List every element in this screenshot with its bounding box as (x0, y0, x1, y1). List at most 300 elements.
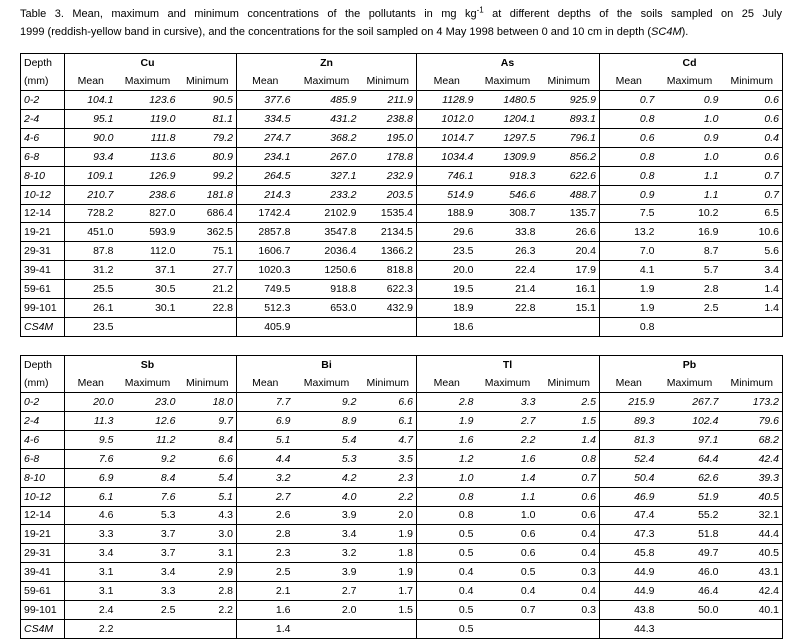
cs4m-value: 0.5 (417, 620, 477, 639)
element-header-row (21, 356, 783, 374)
value-cell: 4.0 (294, 487, 360, 506)
value-cell: 3.7 (117, 544, 179, 563)
empty-cell (658, 318, 722, 337)
value-cell: 9.2 (294, 392, 360, 411)
value-cell: 22.4 (477, 261, 539, 280)
table-row (21, 147, 783, 166)
value-cell: 195.0 (360, 128, 417, 147)
cs4m-row (21, 620, 783, 639)
value-cell: 6.5 (722, 204, 783, 223)
value-cell: 2.7 (477, 411, 539, 430)
value-cell: 432.9 (360, 299, 417, 318)
value-cell: 10.2 (658, 204, 722, 223)
value-cell: 653.0 (294, 299, 360, 318)
header-spacer (722, 54, 783, 72)
value-cell: 2.3 (360, 468, 417, 487)
value-cell: 622.3 (360, 280, 417, 299)
value-cell: 6.9 (65, 468, 117, 487)
value-cell: 81.1 (179, 109, 237, 128)
value-cell: 111.8 (117, 128, 179, 147)
value-cell: 4.4 (237, 449, 294, 468)
header-spacer (600, 356, 658, 374)
table-row (21, 544, 783, 563)
value-cell: 1.6 (477, 449, 539, 468)
cs4m-row (21, 318, 783, 337)
caption-line-1: Table 3. Mean, maximum and minimum concentrations of the pollutants in mg $kg^{-1}$ at different depths of the soils sampled on 25 July (20, 5, 782, 20)
value-cell: 4.1 (600, 261, 658, 280)
depth-cell: 29-31 (21, 242, 65, 261)
value-cell: 119.0 (117, 109, 179, 128)
value-cell: 0.7 (722, 166, 783, 185)
depth-unit: (mm) (21, 374, 65, 392)
value-cell: 42.4 (722, 449, 783, 468)
value-cell: 2.7 (294, 582, 360, 601)
depth-cell: 10-12 (21, 185, 65, 204)
table-row (21, 223, 783, 242)
value-cell: 3.0 (179, 525, 237, 544)
minimum-header: Minimum (722, 374, 783, 392)
value-cell: 27.7 (179, 261, 237, 280)
value-cell: 8.7 (658, 242, 722, 261)
value-cell: 2.1 (237, 582, 294, 601)
value-cell: 0.9 (600, 185, 658, 204)
element-name: Bi (294, 356, 360, 374)
unit-superscript: -1 (476, 5, 484, 15)
table-row (21, 109, 783, 128)
empty-cell (539, 318, 600, 337)
cs4m-value: 2.2 (65, 620, 117, 639)
maximum-header: Maximum (303, 376, 350, 389)
value-cell: 50.4 (600, 468, 658, 487)
header-spacer (600, 54, 658, 72)
value-cell: 55.2 (658, 506, 722, 525)
value-cell: 1014.7 (417, 128, 477, 147)
depth-cell: 6-8 (21, 147, 65, 166)
value-cell: 0.7 (600, 90, 658, 109)
value-cell: 818.8 (360, 261, 417, 280)
value-cell: 5.1 (179, 487, 237, 506)
value-cell: 79.6 (722, 411, 783, 430)
value-cell: 3.2 (294, 544, 360, 563)
table-row (21, 204, 783, 223)
value-cell: 215.9 (600, 392, 658, 411)
minimum-header: Minimum (547, 376, 591, 389)
table-row (21, 506, 783, 525)
value-cell: 178.8 (360, 147, 417, 166)
value-cell: 20.0 (65, 392, 117, 411)
value-cell: 3.1 (65, 563, 117, 582)
value-cell: 90.5 (179, 90, 237, 109)
minimum-header: Minimum (185, 74, 229, 87)
depth-cell: 39-41 (21, 261, 65, 280)
value-cell: 593.9 (117, 223, 179, 242)
value-cell: 7.5 (600, 204, 658, 223)
element-header-row (21, 54, 783, 72)
value-cell: 3.3 (65, 525, 117, 544)
empty-cell (722, 620, 783, 639)
value-cell: 0.7 (539, 468, 600, 487)
depth-cell: 8-10 (21, 468, 65, 487)
value-cell: 87.8 (65, 242, 117, 261)
table-row (21, 449, 783, 468)
value-cell: 327.1 (294, 166, 360, 185)
element-name: Cd (658, 54, 722, 72)
value-cell: 2.9 (179, 563, 237, 582)
value-cell: 46.9 (600, 487, 658, 506)
value-cell: 50.0 (658, 601, 722, 620)
empty-cell (722, 318, 783, 337)
empty-cell (117, 318, 179, 337)
element-name: As (477, 54, 539, 72)
value-cell: 64.4 (658, 449, 722, 468)
value-cell: 31.2 (65, 261, 117, 280)
depth-header: Depth (21, 54, 65, 72)
value-cell: 8.4 (117, 468, 179, 487)
value-cell: 1.1 (658, 166, 722, 185)
value-cell: 0.9 (658, 90, 722, 109)
value-cell: 3.9 (294, 506, 360, 525)
value-cell: 925.9 (539, 90, 600, 109)
depth-cell: 2-4 (21, 109, 65, 128)
empty-cell (539, 620, 600, 639)
maximum-header: Maximum (484, 74, 531, 87)
value-cell: 0.5 (477, 563, 539, 582)
value-cell: 188.9 (417, 204, 477, 223)
value-cell: 3547.8 (294, 223, 360, 242)
value-cell: 214.3 (237, 185, 294, 204)
value-cell: 15.1 (539, 299, 600, 318)
value-cell: 2.8 (417, 392, 477, 411)
value-cell: 2.8 (658, 280, 722, 299)
value-cell: 75.1 (179, 242, 237, 261)
minimum-header: Minimum (722, 72, 783, 90)
value-cell: 11.3 (65, 411, 117, 430)
value-cell: 1.8 (360, 544, 417, 563)
mean-header: Mean (237, 374, 294, 392)
value-cell: 45.8 (600, 544, 658, 563)
value-cell: 113.6 (117, 147, 179, 166)
table-row (21, 601, 783, 620)
depth-cell: 19-21 (21, 223, 65, 242)
value-cell: 918.8 (294, 280, 360, 299)
depth-cell: 99-101 (21, 601, 65, 620)
value-cell: 135.7 (539, 204, 600, 223)
header-spacer (65, 54, 117, 72)
value-cell: 0.9 (658, 128, 722, 147)
value-cell: 1.5 (360, 601, 417, 620)
value-cell: 1309.9 (477, 147, 539, 166)
mean-header: Mean (65, 374, 117, 392)
value-cell: 1.9 (360, 525, 417, 544)
value-cell: 514.9 (417, 185, 477, 204)
value-cell: 233.2 (294, 185, 360, 204)
value-cell: 0.4 (417, 563, 477, 582)
mean-header: Mean (237, 72, 294, 90)
value-cell: 308.7 (477, 204, 539, 223)
value-cell: 1034.4 (417, 147, 477, 166)
value-cell: 126.9 (117, 166, 179, 185)
value-cell: 4.7 (360, 430, 417, 449)
value-cell: 1.2 (417, 449, 477, 468)
value-cell: 104.1 (65, 90, 117, 109)
empty-cell (658, 620, 722, 639)
value-cell: 1.5 (539, 411, 600, 430)
value-cell: 43.1 (722, 563, 783, 582)
value-cell: 3.4 (65, 544, 117, 563)
value-cell: 5.7 (658, 261, 722, 280)
maximum-header: Maximum (303, 74, 350, 87)
value-cell: 26.6 (539, 223, 600, 242)
value-cell: 1480.5 (477, 90, 539, 109)
value-cell: 4.3 (179, 506, 237, 525)
value-cell: 0.6 (477, 525, 539, 544)
header-spacer (360, 54, 417, 72)
value-cell: 893.1 (539, 109, 600, 128)
depth-cell: 8-10 (21, 166, 65, 185)
value-cell: 21.2 (179, 280, 237, 299)
empty-cell (294, 318, 360, 337)
value-cell: 37.1 (117, 261, 179, 280)
depth-cell: 39-41 (21, 563, 65, 582)
value-cell: 267.7 (658, 392, 722, 411)
table-row (21, 242, 783, 261)
value-cell: 3.3 (477, 392, 539, 411)
value-cell: 686.4 (179, 204, 237, 223)
value-cell: 1.6 (417, 430, 477, 449)
value-cell: 40.1 (722, 601, 783, 620)
header-spacer (179, 356, 237, 374)
value-cell: 746.1 (417, 166, 477, 185)
value-cell: 0.7 (477, 601, 539, 620)
value-cell: 1204.1 (477, 109, 539, 128)
table-caption (20, 5, 782, 41)
value-cell: 0.3 (539, 563, 600, 582)
depth-cell: 4-6 (21, 430, 65, 449)
table-row (21, 525, 783, 544)
value-cell: 0.8 (417, 506, 477, 525)
value-cell: 1.1 (658, 185, 722, 204)
header-spacer (237, 356, 294, 374)
gap-cell (21, 337, 783, 356)
value-cell: 3.1 (179, 544, 237, 563)
value-cell: 39.3 (722, 468, 783, 487)
table-row (21, 166, 783, 185)
value-cell: 2.2 (477, 430, 539, 449)
empty-cell (179, 620, 237, 639)
value-cell: 1.4 (722, 280, 783, 299)
value-cell: 19.5 (417, 280, 477, 299)
header-spacer (360, 356, 417, 374)
value-cell: 9.2 (117, 449, 179, 468)
table-row (21, 392, 783, 411)
depth-cell: 99-101 (21, 299, 65, 318)
value-cell: 0.4 (539, 544, 600, 563)
value-cell: 30.5 (117, 280, 179, 299)
table-row (21, 261, 783, 280)
value-cell: 1.1 (477, 487, 539, 506)
depth-cell: 29-31 (21, 544, 65, 563)
empty-cell (117, 620, 179, 639)
value-cell: 267.0 (294, 147, 360, 166)
value-cell: 368.2 (294, 128, 360, 147)
value-cell: 1.9 (417, 411, 477, 430)
value-cell: 622.6 (539, 166, 600, 185)
value-cell: 20.0 (417, 261, 477, 280)
value-cell: 0.3 (539, 601, 600, 620)
value-cell: 21.4 (477, 280, 539, 299)
value-cell: 232.9 (360, 166, 417, 185)
minimum-header: Minimum (547, 74, 591, 87)
value-cell: 51.8 (658, 525, 722, 544)
value-cell: 2857.8 (237, 223, 294, 242)
empty-cell (294, 620, 360, 639)
value-cell: 6.1 (65, 487, 117, 506)
value-cell: 210.7 (65, 185, 117, 204)
maximum-header: Maximum (666, 376, 713, 389)
header-spacer (179, 54, 237, 72)
value-cell: 2036.4 (294, 242, 360, 261)
element-name: Tl (477, 356, 539, 374)
value-cell: 89.3 (600, 411, 658, 430)
maximum-header: Maximum (666, 74, 713, 87)
value-cell: 44.9 (600, 582, 658, 601)
value-cell: 2.8 (179, 582, 237, 601)
value-cell: 0.4 (539, 582, 600, 601)
empty-cell (477, 620, 539, 639)
value-cell: 44.4 (722, 525, 783, 544)
value-cell: 3.4 (294, 525, 360, 544)
value-cell: 8.4 (179, 430, 237, 449)
value-cell: 5.3 (294, 449, 360, 468)
caption-line-2: 1999 (reddish-yellow band in cursive), and the concentrations for the soil sampled on 4 May 1998 between 0 and 10 cm in depth (SC4M). (20, 26, 689, 38)
value-cell: 47.4 (600, 506, 658, 525)
value-cell: 49.7 (658, 544, 722, 563)
cs4m-value: 23.5 (65, 318, 117, 337)
value-cell: 2.0 (294, 601, 360, 620)
value-cell: 3.4 (722, 261, 783, 280)
maximum-header: Maximum (124, 74, 171, 87)
value-cell: 29.6 (417, 223, 477, 242)
value-cell: 23.0 (117, 392, 179, 411)
cs4m-value: 44.3 (600, 620, 658, 639)
value-cell: 238.8 (360, 109, 417, 128)
value-cell: 0.5 (417, 525, 477, 544)
empty-cell (360, 620, 417, 639)
value-cell: 40.5 (722, 544, 783, 563)
depth-cell: 4-6 (21, 128, 65, 147)
value-cell: 2.0 (360, 506, 417, 525)
value-cell: 7.6 (117, 487, 179, 506)
value-cell: 17.9 (539, 261, 600, 280)
mean-header: Mean (65, 72, 117, 90)
depth-unit: (mm) (21, 72, 65, 90)
depth-cell: 12-14 (21, 506, 65, 525)
value-cell: 20.4 (539, 242, 600, 261)
value-cell: 13.2 (600, 223, 658, 242)
value-cell: 3.2 (237, 468, 294, 487)
value-cell: 7.6 (65, 449, 117, 468)
value-cell: 46.0 (658, 563, 722, 582)
value-cell: 1.7 (360, 582, 417, 601)
value-cell: 18.0 (179, 392, 237, 411)
cs4m-value: 0.8 (600, 318, 658, 337)
value-cell: 1.6 (237, 601, 294, 620)
statistic-header-row (21, 374, 783, 392)
value-cell: 1128.9 (417, 90, 477, 109)
value-cell: 6.1 (360, 411, 417, 430)
value-cell: 274.7 (237, 128, 294, 147)
value-cell: 1742.4 (237, 204, 294, 223)
value-cell: 93.4 (65, 147, 117, 166)
value-cell: 90.0 (65, 128, 117, 147)
depth-cell: 0-2 (21, 90, 65, 109)
value-cell: 0.4 (722, 128, 783, 147)
value-cell: 47.3 (600, 525, 658, 544)
mean-header: Mean (417, 72, 477, 90)
value-cell: 1535.4 (360, 204, 417, 223)
value-cell: 40.5 (722, 487, 783, 506)
element-name: Zn (294, 54, 360, 72)
table-row (21, 563, 783, 582)
value-cell: 1.0 (658, 147, 722, 166)
table-row (21, 280, 783, 299)
cs4m-value: 1.4 (237, 620, 294, 639)
value-cell: 0.8 (417, 487, 477, 506)
mean-header: Mean (600, 374, 658, 392)
value-cell: 11.2 (117, 430, 179, 449)
minimum-header: Minimum (185, 376, 229, 389)
value-cell: 211.9 (360, 90, 417, 109)
value-cell: 5.1 (237, 430, 294, 449)
value-cell: 2.5 (658, 299, 722, 318)
header-spacer (417, 356, 477, 374)
value-cell: 3.1 (65, 582, 117, 601)
table-row (21, 299, 783, 318)
cs4m-label: CS4M (21, 318, 65, 337)
table-row (21, 185, 783, 204)
depth-cell: 2-4 (21, 411, 65, 430)
table-row (21, 411, 783, 430)
value-cell: 2.2 (360, 487, 417, 506)
header-spacer (65, 356, 117, 374)
value-cell: 7.7 (237, 392, 294, 411)
value-cell: 0.4 (477, 582, 539, 601)
value-cell: 827.0 (117, 204, 179, 223)
value-cell: 2.7 (237, 487, 294, 506)
value-cell: 79.2 (179, 128, 237, 147)
header-spacer (722, 356, 783, 374)
value-cell: 12.6 (117, 411, 179, 430)
value-cell: 43.8 (600, 601, 658, 620)
depth-cell: 59-61 (21, 582, 65, 601)
value-cell: 264.5 (237, 166, 294, 185)
value-cell: 52.4 (600, 449, 658, 468)
mean-header: Mean (600, 72, 658, 90)
value-cell: 7.0 (600, 242, 658, 261)
value-cell: 0.7 (722, 185, 783, 204)
value-cell: 97.1 (658, 430, 722, 449)
value-cell: 51.9 (658, 487, 722, 506)
value-cell: 3.3 (117, 582, 179, 601)
value-cell: 485.9 (294, 90, 360, 109)
value-cell: 6.6 (360, 392, 417, 411)
value-cell: 33.8 (477, 223, 539, 242)
value-cell: 0.6 (722, 147, 783, 166)
value-cell: 68.2 (722, 430, 783, 449)
header-spacer (539, 356, 600, 374)
value-cell: 0.5 (417, 544, 477, 563)
pollutant-concentration-table (20, 53, 783, 639)
